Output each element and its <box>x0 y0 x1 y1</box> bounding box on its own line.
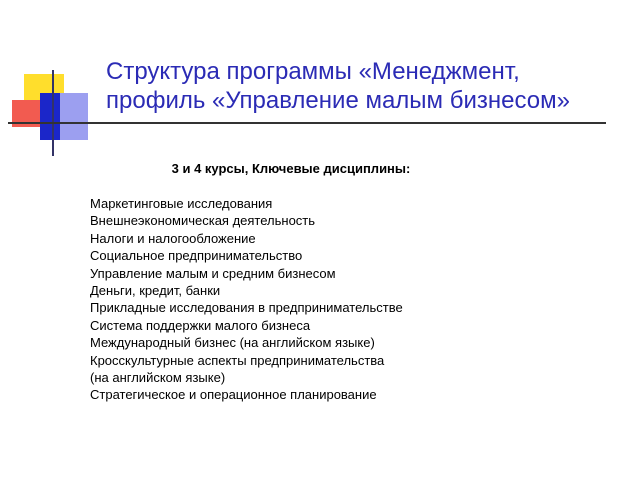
decor-lilac-square <box>60 93 88 140</box>
list-item: Кросскультурные аспекты предпринимательства <box>90 352 385 368</box>
list-item: Международный бизнес (на английском языке) <box>90 335 375 351</box>
list-item: Деньги, кредит, банки <box>90 283 221 299</box>
disciplines-list <box>90 195 403 404</box>
title-divider <box>8 122 606 124</box>
decor-vertical-line <box>52 70 54 156</box>
slide-title <box>106 57 626 115</box>
list-item: Налоги и налогообложение <box>90 230 256 246</box>
list-item: Стратегическое и операционное планирование <box>90 387 377 403</box>
list-item: Маркетинговые исследования <box>90 196 273 211</box>
title-line-2: профиль «Управление малым бизнесом» <box>106 87 570 114</box>
list-item: Социальное предпринимательство <box>90 248 303 264</box>
list-item: Внешнеэкономическая деятельность <box>90 213 316 229</box>
list-item: Система поддержки малого бизнеса <box>90 317 311 333</box>
list-item: (на английском языке) <box>90 370 226 386</box>
list-item: Прикладные исследования в предпринимательстве <box>90 300 403 316</box>
section-subtitle: 3 и 4 курсы, Ключевые дисциплины: <box>171 161 411 176</box>
title-line-1: Структура программы «Менеджмент, <box>106 58 520 85</box>
list-item: Управление малым и средним бизнесом <box>90 265 336 281</box>
